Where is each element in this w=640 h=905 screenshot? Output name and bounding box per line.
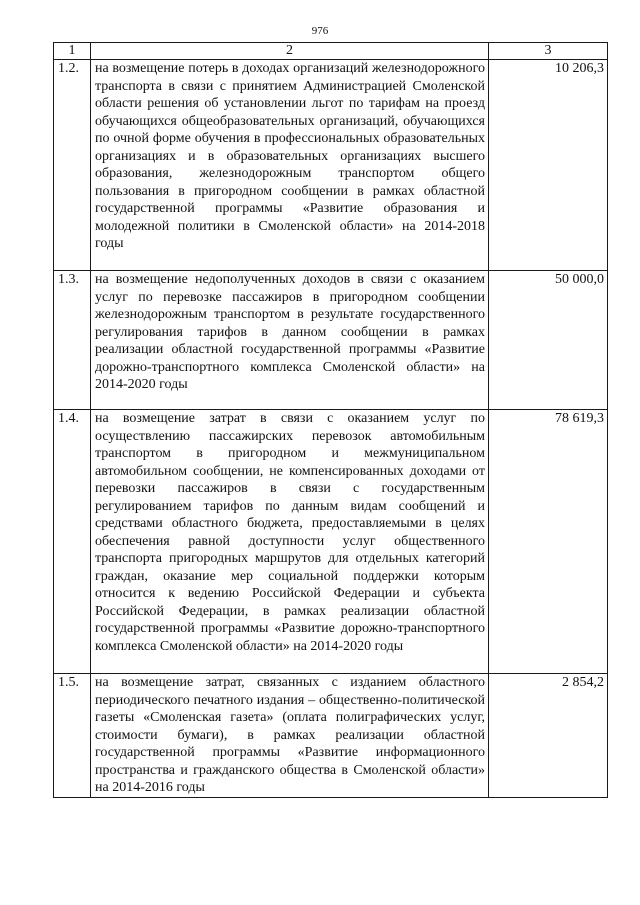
header-cell-2: 2 — [91, 43, 489, 60]
row-number: 1.5. — [54, 674, 91, 798]
row-description: на возмещение недополученных доходов в связи с оказанием услуг по перевозке пассажиров в пригородном сообщении железнодорожным транспортом в результате государственного регулирования тарифов в данном сообщении в рамках реализации областной государственной программы «Развитие дорожно-транспортного комплекса Смоленской области» на 2014-2020 годы — [91, 271, 489, 410]
row-amount: 2 854,2 — [489, 674, 608, 798]
row-number: 1.4. — [54, 410, 91, 674]
table-row — [54, 674, 608, 798]
header-cell-3: 3 — [489, 43, 608, 60]
header-cell-1: 1 — [54, 43, 91, 60]
table-row — [54, 271, 608, 410]
table-header-row — [54, 43, 608, 60]
row-description: на возмещение затрат, связанных с изданием областного периодического печатного издания – общественно-политической газеты «Смоленская газета» (оплата полиграфических услуг, стоимости бумаги), в рамках реализации областной государственной программы «Развитие информационного пространства и гражданского общества в Смоленской области» на 2014-2016 годы — [91, 674, 489, 798]
budget-table — [53, 42, 608, 798]
row-description: на возмещение потерь в доходах организаций железнодорожного транспорта в связи с принятием Администрацией Смоленской области решения об установлении льгот по тарифам на проезд обучающихся общеобразовательных организаций, обучающихся по очной форме обучения в профессиональных образовательных организациях и в образовательных организациях высшего образования, железнодорожным транспортом общего пользования в пригородном сообщении в рамках областной государственной программы «Развитие образования и молодежной политики в Смоленской области» на 2014-2018 годы — [91, 60, 489, 271]
row-amount: 10 206,3 — [489, 60, 608, 271]
row-amount: 78 619,3 — [489, 410, 608, 674]
row-number: 1.2. — [54, 60, 91, 271]
table-row — [54, 410, 608, 674]
row-number: 1.3. — [54, 271, 91, 410]
table-row — [54, 60, 608, 271]
row-description: на возмещение затрат в связи с оказанием услуг по осуществлению пассажирских перевозок автомобильным транспортом в пригородном и межмуниципальном автомобильном сообщении, не компенсированных доходами от перевозки пассажиров в связи с государственным регулированием тарифов по данным видам сообщений и средствами областного бюджета, предоставляемыми в целях обеспечения равной доступности услуг общественного транспорта пригородных маршрутов для отдельных категорий граждан, оказание мер социальной поддержки которым относится к ведению Российской Федерации и субъекта Российской Федерации, в рамках реализации областной государственной программы «Развитие дорожно-транспортного комплекса Смоленской области» на 2014-2020 годы — [91, 410, 489, 674]
row-amount: 50 000,0 — [489, 271, 608, 410]
page-number: 976 — [311, 25, 329, 37]
